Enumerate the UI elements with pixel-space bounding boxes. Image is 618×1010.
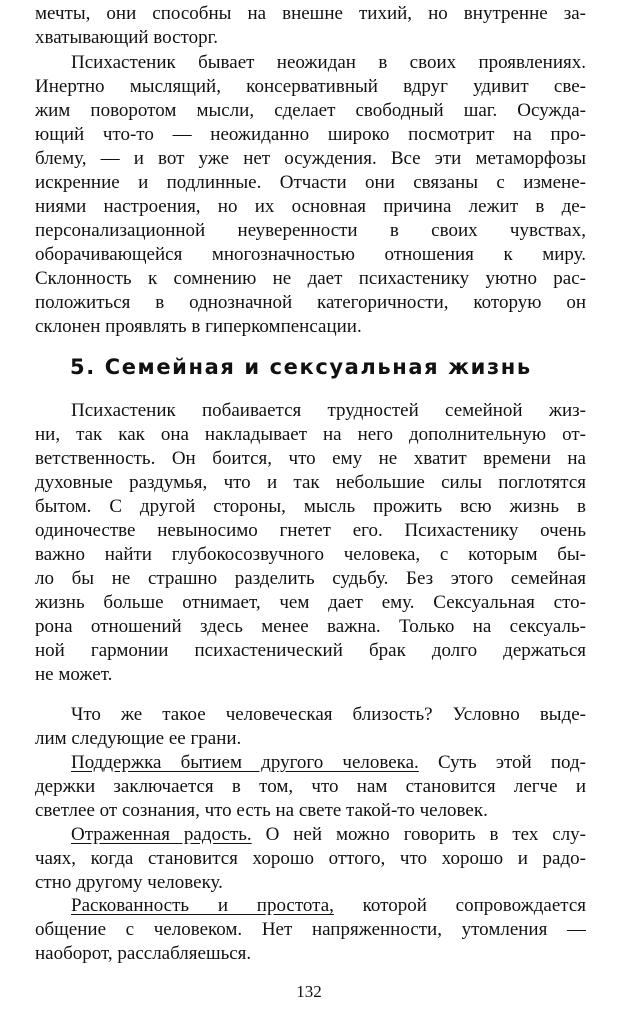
- text-line: бытом. С другой стороны, мысль прожить всю жизнь в: [35, 496, 586, 517]
- text-line: рона отношений здесь менее важна. Только на сексуаль-: [35, 616, 586, 637]
- text-line: хватывающий восторг.: [35, 27, 218, 48]
- paragraph-continuation: [35, 2, 586, 50]
- text-line: чаях, когда становится хорошо оттого, что хорошо и радо-: [35, 848, 586, 869]
- text-line: оборачивающейся многозначностью отношения к миру.: [35, 244, 586, 265]
- underlined-term: Раскованность и простота,: [71, 895, 334, 916]
- text-line: блему, — и вот уже нет осуждения. Все эти метаморфозы: [35, 148, 586, 169]
- text-line: жизнь больше отнимает, чем дает ему. Сексуальная сто-: [35, 592, 586, 613]
- text-line: стно другому человеку.: [35, 872, 223, 893]
- text-line: ющий что-то — неожиданно широко посмотрит на про-: [35, 124, 586, 145]
- text-line: мечты, они способны на внешне тихий, но внутренне за-: [35, 3, 586, 24]
- text-line: Инертно мыслящий, консервативный вдруг удивит све-: [35, 76, 586, 97]
- text-line: персонализационной неуверенности в своих чувствах,: [35, 220, 586, 241]
- section-heading: 5. Семейная и сексуальная жизнь: [70, 355, 532, 379]
- text-line: ниями настроения, но их основная причина лежит в де-: [35, 196, 586, 217]
- paragraph: [35, 823, 586, 895]
- text-line: держки заключается в том, что нам становится легче и: [35, 776, 586, 797]
- text-line: жим поворотом мысли, сделает свободный шаг. Осужда-: [35, 100, 586, 121]
- text-line: склонен проявлять в гиперкомпенсации.: [35, 316, 362, 337]
- text-line: [35, 894, 586, 918]
- underlined-term: Поддержка бытием другого человека.: [71, 752, 419, 773]
- text-line: общение с человеком. Нет напряженности, утомления —: [35, 919, 586, 940]
- text-line: одиночестве невыносимо гнетет его. Психастенику очень: [35, 520, 586, 541]
- text-line: ни, так как она накладывает на него дополнительную от-: [35, 424, 586, 445]
- text-line: наоборот, расслабляешься.: [35, 943, 252, 964]
- text-line: ной гармонии психастенический брак долго держаться: [35, 640, 586, 661]
- text-line: Что же такое человеческая близость? Условно выде-: [71, 704, 586, 725]
- paragraph: [35, 51, 586, 339]
- text-line: [35, 751, 586, 775]
- text-line: ло бы не страшно разделить судьбу. Без этого семейная: [35, 568, 586, 589]
- text-fragment: которой сопровождается: [333, 895, 586, 916]
- text-line: Психастеник побаивается трудностей семейной жиз-: [71, 400, 586, 421]
- text-line: Психастеник бывает неожидан в своих проявлениях.: [71, 52, 586, 73]
- text-line: [35, 823, 586, 847]
- text-line: лим следующие ее грани.: [35, 728, 242, 749]
- text-line: важно найти глубокосозвучного человека, с которым бы-: [35, 544, 586, 565]
- paragraph: [35, 399, 586, 687]
- page-number: 132: [296, 982, 322, 1001]
- text-fragment: Суть этой под-: [418, 752, 586, 773]
- paragraph: [35, 703, 586, 751]
- text-line: искренние и подлинные. Отчасти они связаны с измене-: [35, 172, 586, 193]
- paragraph: [35, 751, 586, 823]
- text-fragment: О ней можно говорить в тех слу-: [251, 824, 586, 845]
- text-line: положиться в однозначной категоричности, которую он: [35, 292, 586, 313]
- text-line: ветственность. Он боится, что ему не хватит времени на: [35, 448, 586, 469]
- text-line: светлее от сознания, что есть на свете такой-то человек.: [35, 800, 488, 821]
- text-line: не может.: [35, 664, 113, 685]
- text-line: духовные раздумья, что и так небольшие силы поглотятся: [35, 472, 586, 493]
- paragraph: [35, 894, 586, 966]
- text-line: Склонность к сомнению не дает психастенику уютно рас-: [35, 268, 586, 289]
- underlined-term: Отраженная радость.: [71, 824, 252, 845]
